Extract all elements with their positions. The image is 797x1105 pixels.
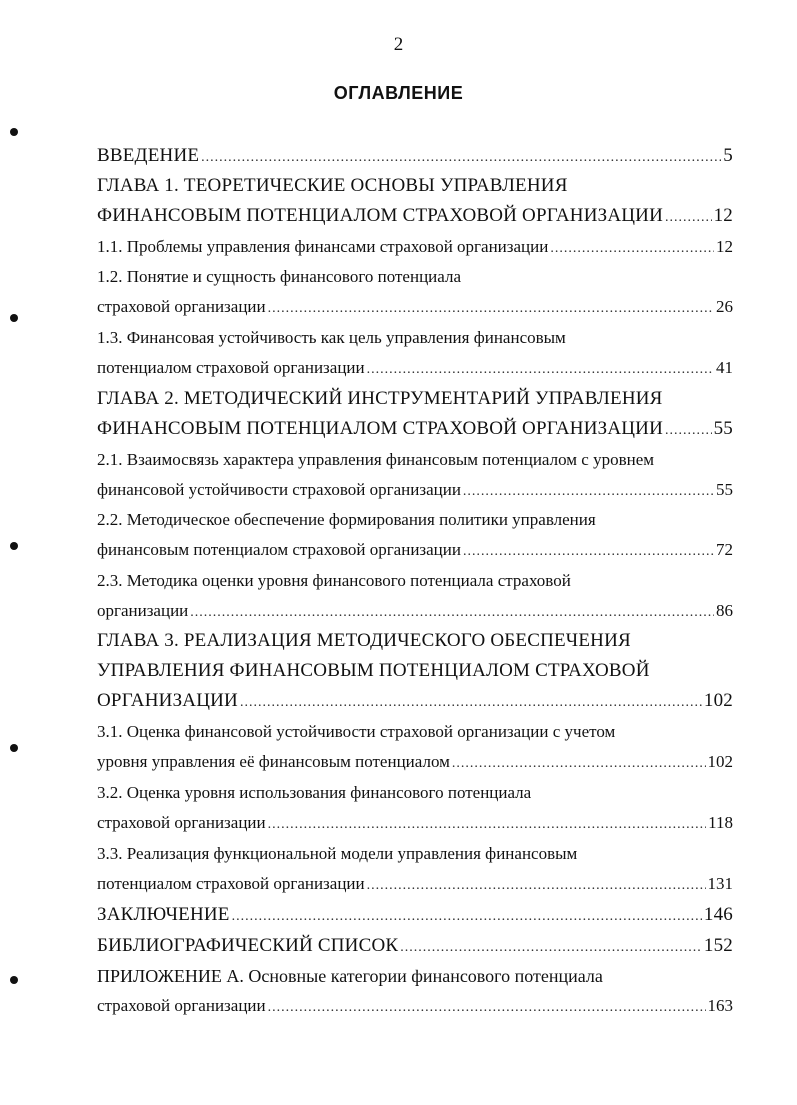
dot-leader <box>452 756 706 772</box>
dot-leader <box>463 544 714 560</box>
toc-entry-label: страховой организации <box>97 297 266 316</box>
toc-entry-chapter-3-cont[interactable] <box>97 660 733 686</box>
toc-entry-label: ГЛАВА 1. ТЕОРЕТИЧЕСКИЕ ОСНОВЫ УПРАВЛЕНИЯ <box>97 175 568 196</box>
toc-entry-section-3-2-cont[interactable] <box>97 813 733 839</box>
dot-leader <box>232 909 702 925</box>
scan-mark <box>10 128 18 136</box>
toc-page-number: 102 <box>707 752 733 771</box>
toc-entry-section-2-1-cont[interactable] <box>97 480 733 506</box>
toc-page-number: 55 <box>713 418 733 439</box>
scan-mark <box>10 542 18 550</box>
toc-entry-label: 1.1. Проблемы управления финансами страховой организации <box>97 237 549 256</box>
toc-entry-chapter-1-cont[interactable] <box>97 205 733 231</box>
toc-entry-label: организации <box>97 601 189 620</box>
toc-page-number: 41 <box>716 358 733 377</box>
toc-entry-label: ВВЕДЕНИЕ <box>97 145 200 166</box>
toc-page-number: 146 <box>703 904 733 925</box>
dot-leader <box>550 241 714 257</box>
dot-leader <box>268 817 707 833</box>
toc-entry-label: 1.2. Понятие и сущность финансового потенциала <box>97 267 461 286</box>
toc-entry-label: УПРАВЛЕНИЯ ФИНАНСОВЫМ ПОТЕНЦИАЛОМ СТРАХОВОЙ <box>97 660 650 681</box>
toc-entry-label: потенциалом страховой организации <box>97 358 365 377</box>
dot-leader <box>201 150 721 166</box>
dot-leader <box>190 605 714 621</box>
toc-entry-appendix-a[interactable] <box>97 966 733 992</box>
scan-mark <box>10 976 18 984</box>
toc-entry-section-3-3[interactable] <box>97 844 733 870</box>
toc-entry-label: ФИНАНСОВЫМ ПОТЕНЦИАЛОМ СТРАХОВОЙ ОРГАНИЗАЦИИ <box>97 418 664 439</box>
toc-entry-conclusion[interactable] <box>97 904 733 930</box>
toc-entry-section-2-2[interactable] <box>97 510 733 536</box>
toc-entry-chapter-2[interactable] <box>97 388 733 414</box>
toc-entry-section-2-3[interactable] <box>97 571 733 597</box>
toc-entry-label: финансовой устойчивости страховой организации <box>97 480 461 499</box>
toc-page-number: 86 <box>716 601 733 620</box>
toc-page-number: 131 <box>707 874 733 893</box>
toc-entry-label: страховой организации <box>97 813 266 832</box>
toc-entry-chapter-3[interactable] <box>97 630 733 656</box>
toc-entry-appendix-a-cont[interactable] <box>97 996 733 1022</box>
toc-entry-label: 3.1. Оценка финансовой устойчивости страховой организации с учетом <box>97 722 616 741</box>
toc-entry-chapter-1[interactable] <box>97 175 733 201</box>
toc-entry-label: ЗАКЛЮЧЕНИЕ <box>97 904 230 925</box>
toc-entry-section-1-2-cont[interactable] <box>97 297 733 323</box>
toc-entry-section-3-1-cont[interactable] <box>97 752 733 778</box>
toc-page-number: 55 <box>716 480 733 499</box>
toc-entry-section-2-2-cont[interactable] <box>97 540 733 566</box>
toc-entry-chapter-3-cont2[interactable] <box>97 690 733 716</box>
toc-page-number: 26 <box>716 297 733 316</box>
toc-entry-section-2-1[interactable] <box>97 450 733 476</box>
dot-leader <box>367 362 714 378</box>
toc-entry-label: 3.3. Реализация функциональной модели управления финансовым <box>97 844 578 863</box>
toc-entry-label: 2.3. Методика оценки уровня финансового потенциала страховой <box>97 571 571 590</box>
toc-page-number: 102 <box>703 690 733 711</box>
scan-mark <box>10 314 18 322</box>
toc-entry-label: ОРГАНИЗАЦИИ <box>97 690 238 711</box>
toc-entry-label: страховой организации <box>97 996 266 1015</box>
toc-page-number: 72 <box>716 540 733 559</box>
page-number: 2 <box>393 34 404 55</box>
toc-entry-section-3-3-cont[interactable] <box>97 874 733 900</box>
dot-leader <box>665 423 712 439</box>
toc-entry-label: 2.2. Методическое обеспечение формирования политики управления <box>97 510 596 529</box>
toc-title: ОГЛАВЛЕНИЕ <box>333 83 464 103</box>
dot-leader <box>268 1000 706 1016</box>
toc-page-number: 12 <box>716 237 733 256</box>
toc-page-number: 5 <box>723 145 733 166</box>
toc-entry-section-3-1[interactable] <box>97 722 733 748</box>
toc-entry-chapter-2-cont[interactable] <box>97 418 733 444</box>
toc-entry-label: ФИНАНСОВЫМ ПОТЕНЦИАЛОМ СТРАХОВОЙ ОРГАНИЗАЦИИ <box>97 205 664 226</box>
toc-entry-section-1-3-cont[interactable] <box>97 358 733 384</box>
toc-entry-label: потенциалом страховой организации <box>97 874 365 893</box>
toc-entry-label: 3.2. Оценка уровня использования финансового потенциала <box>97 783 532 802</box>
toc-entry-section-1-1[interactable] <box>97 237 733 263</box>
dot-leader <box>240 695 702 711</box>
toc-entry-label: ГЛАВА 2. МЕТОДИЧЕСКИЙ ИНСТРУМЕНТАРИЙ УПРАВЛЕНИЯ <box>97 388 663 409</box>
toc-page-number: 163 <box>707 996 733 1015</box>
toc-entry-introduction[interactable] <box>97 145 733 171</box>
scan-mark <box>10 744 18 752</box>
toc-entry-label: 1.3. Финансовая устойчивость как цель управления финансовым <box>97 328 566 347</box>
dot-leader <box>400 940 702 956</box>
toc-entry-label: финансовым потенциалом страховой организации <box>97 540 461 559</box>
toc-entry-label: БИБЛИОГРАФИЧЕСКИЙ СПИСОК <box>97 935 399 956</box>
toc-entry-label: ГЛАВА 3. РЕАЛИЗАЦИЯ МЕТОДИЧЕСКОГО ОБЕСПЕЧЕНИЯ <box>97 630 631 651</box>
toc-entry-label: ПРИЛОЖЕНИЕ А. Основные категории финансового потенциала <box>97 966 603 986</box>
toc-entry-bibliography[interactable] <box>97 935 733 961</box>
dot-leader <box>463 484 714 500</box>
toc-page-number: 152 <box>703 935 733 956</box>
toc-entry-label: уровня управления её финансовым потенциалом <box>97 752 450 771</box>
dot-leader <box>268 301 714 317</box>
toc-page-number: 12 <box>713 205 733 226</box>
toc-entry-section-3-2[interactable] <box>97 783 733 809</box>
toc-entry-section-1-3[interactable] <box>97 328 733 354</box>
dot-leader <box>367 878 706 894</box>
toc-entry-section-1-2[interactable] <box>97 267 733 293</box>
toc-entry-section-2-3-cont[interactable] <box>97 601 733 627</box>
toc-entry-label: 2.1. Взаимосвязь характера управления финансовым потенциалом с уровнем <box>97 450 655 469</box>
dot-leader <box>665 210 712 226</box>
toc-page-number: 118 <box>708 813 733 832</box>
